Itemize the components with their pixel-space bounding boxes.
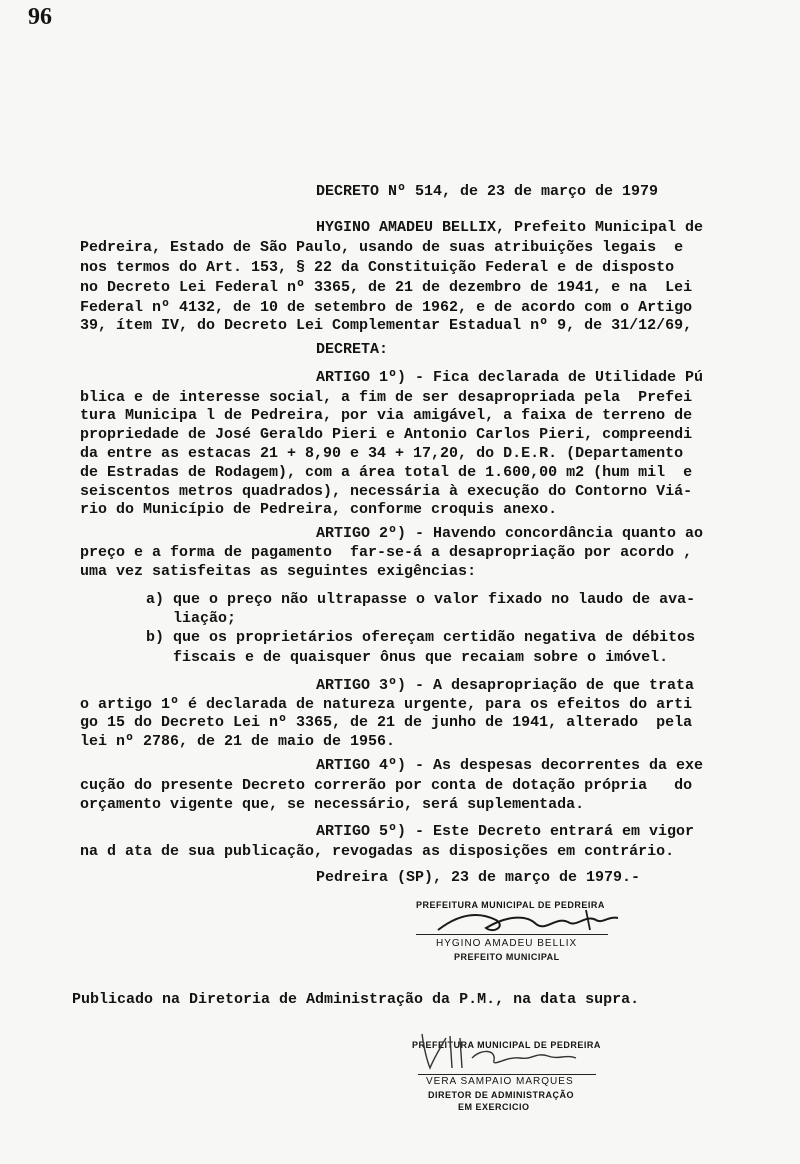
artigo-line: ARTIGO 3º) - A desapropriação de que trata bbox=[316, 677, 695, 694]
list-item: liação; bbox=[146, 610, 237, 627]
place-date: Pedreira (SP), 23 de março de 1979.- bbox=[316, 869, 641, 886]
handwritten-signature-director bbox=[416, 1028, 586, 1074]
artigo-line: go 15 do Decreto Lei nº 3365, de 21 de junho de 1941, alterado pela bbox=[80, 714, 693, 731]
preamble-line: HYGINO AMADEU BELLIX, Prefeito Municipal de bbox=[316, 219, 704, 236]
publication-note: Publicado na Diretoria de Administração da P.M., na data supra. bbox=[72, 991, 640, 1008]
list-item: fiscais e de quaisquer ônus que recaiam sobre o imóvel. bbox=[146, 649, 669, 666]
preamble-line: Pedreira, Estado de São Paulo, usando de suas atribuições legais e bbox=[80, 239, 684, 256]
signature-org: PREFEITURA MUNICIPAL DE PEDREIRA bbox=[412, 1040, 601, 1050]
signature-role: PREFEITO MUNICIPAL bbox=[454, 952, 560, 962]
preamble-line: nos termos do Art. 153, § 22 da Constituição Federal e de disposto bbox=[80, 259, 675, 276]
signature-org: PREFEITURA MUNICIPAL DE PEDREIRA bbox=[416, 900, 605, 910]
artigo-line: ARTIGO 5º) - Este Decreto entrará em vigor bbox=[316, 823, 695, 840]
signature-role-secondary: EM EXERCICIO bbox=[458, 1102, 530, 1112]
artigo-line: ARTIGO 4º) - As despesas decorrentes da exe bbox=[316, 757, 704, 774]
artigo-line: blica e de interesse social, a fim de ser desapropriada pela Prefei bbox=[80, 389, 693, 406]
artigo-line: propriedade de José Geraldo Pieri e Antonio Carlos Pieri, compreendi bbox=[80, 426, 693, 443]
artigo-line: na d ata de sua publicação, revogadas as disposições em contrário. bbox=[80, 843, 675, 860]
preamble-line: no Decreto Lei Federal nº 3365, de 21 de dezembro de 1941, e na Lei bbox=[80, 279, 693, 296]
signature-line bbox=[416, 934, 608, 935]
artigo-line: da entre as estacas 21 + 8,90 e 34 + 17,20, do D.E.R. (Departamento bbox=[80, 445, 684, 462]
artigo-line: orçamento vigente que, se necessário, será suplementada. bbox=[80, 796, 585, 813]
artigo-line: ARTIGO 2º) - Havendo concordância quanto ao bbox=[316, 525, 704, 542]
artigo-line: seiscentos metros quadrados), necessária à execução do Contorno Viá- bbox=[80, 483, 693, 500]
signature-name: HYGINO AMADEU BELLIX bbox=[436, 938, 578, 949]
artigo-line: ARTIGO 1º) - Fica declarada de Utilidade Pú bbox=[316, 369, 704, 386]
artigo-line: preço e a forma de pagamento far-se-á a desapropriação por acordo , bbox=[80, 544, 693, 561]
signature-line bbox=[418, 1074, 596, 1075]
decree-title: DECRETO Nº 514, de 23 de março de 1979 bbox=[316, 183, 659, 200]
list-item: b) que os proprietários ofereçam certidão negativa de débitos bbox=[146, 629, 696, 646]
list-item: a) que o preço não ultrapasse o valor fixado no laudo de ava- bbox=[146, 591, 696, 608]
artigo-line: tura Municipa l de Pedreira, por via amigável, a faixa de terreno de bbox=[80, 407, 693, 424]
artigo-line: rio do Município de Pedreira, conforme croquis anexo. bbox=[80, 501, 558, 518]
page-number: 96 bbox=[28, 4, 52, 30]
signature-name: VERA SAMPAIO MARQUES bbox=[426, 1076, 574, 1087]
preamble-line: 39, ítem IV, do Decreto Lei Complementar Estadual nº 9, de 31/12/69, bbox=[80, 317, 693, 334]
artigo-line: lei nº 2786, de 21 de maio de 1956. bbox=[80, 733, 396, 750]
artigo-line: de Estradas de Rodagem), com a área total de 1.600,00 m2 (hum mil e bbox=[80, 464, 693, 481]
artigo-line: o artigo 1º é declarada de natureza urgente, para os efeitos do arti bbox=[80, 696, 693, 713]
artigo-line: cução do presente Decreto correrão por conta de dotação própria do bbox=[80, 777, 693, 794]
preamble-line: Federal nº 4132, de 10 de setembro de 1962, e de acordo com o Artigo bbox=[80, 299, 693, 316]
decreta-heading: DECRETA: bbox=[316, 341, 389, 358]
signature-role: DIRETOR DE ADMINISTRAÇÃO bbox=[428, 1090, 575, 1100]
artigo-line: uma vez satisfeitas as seguintes exigências: bbox=[80, 563, 477, 580]
